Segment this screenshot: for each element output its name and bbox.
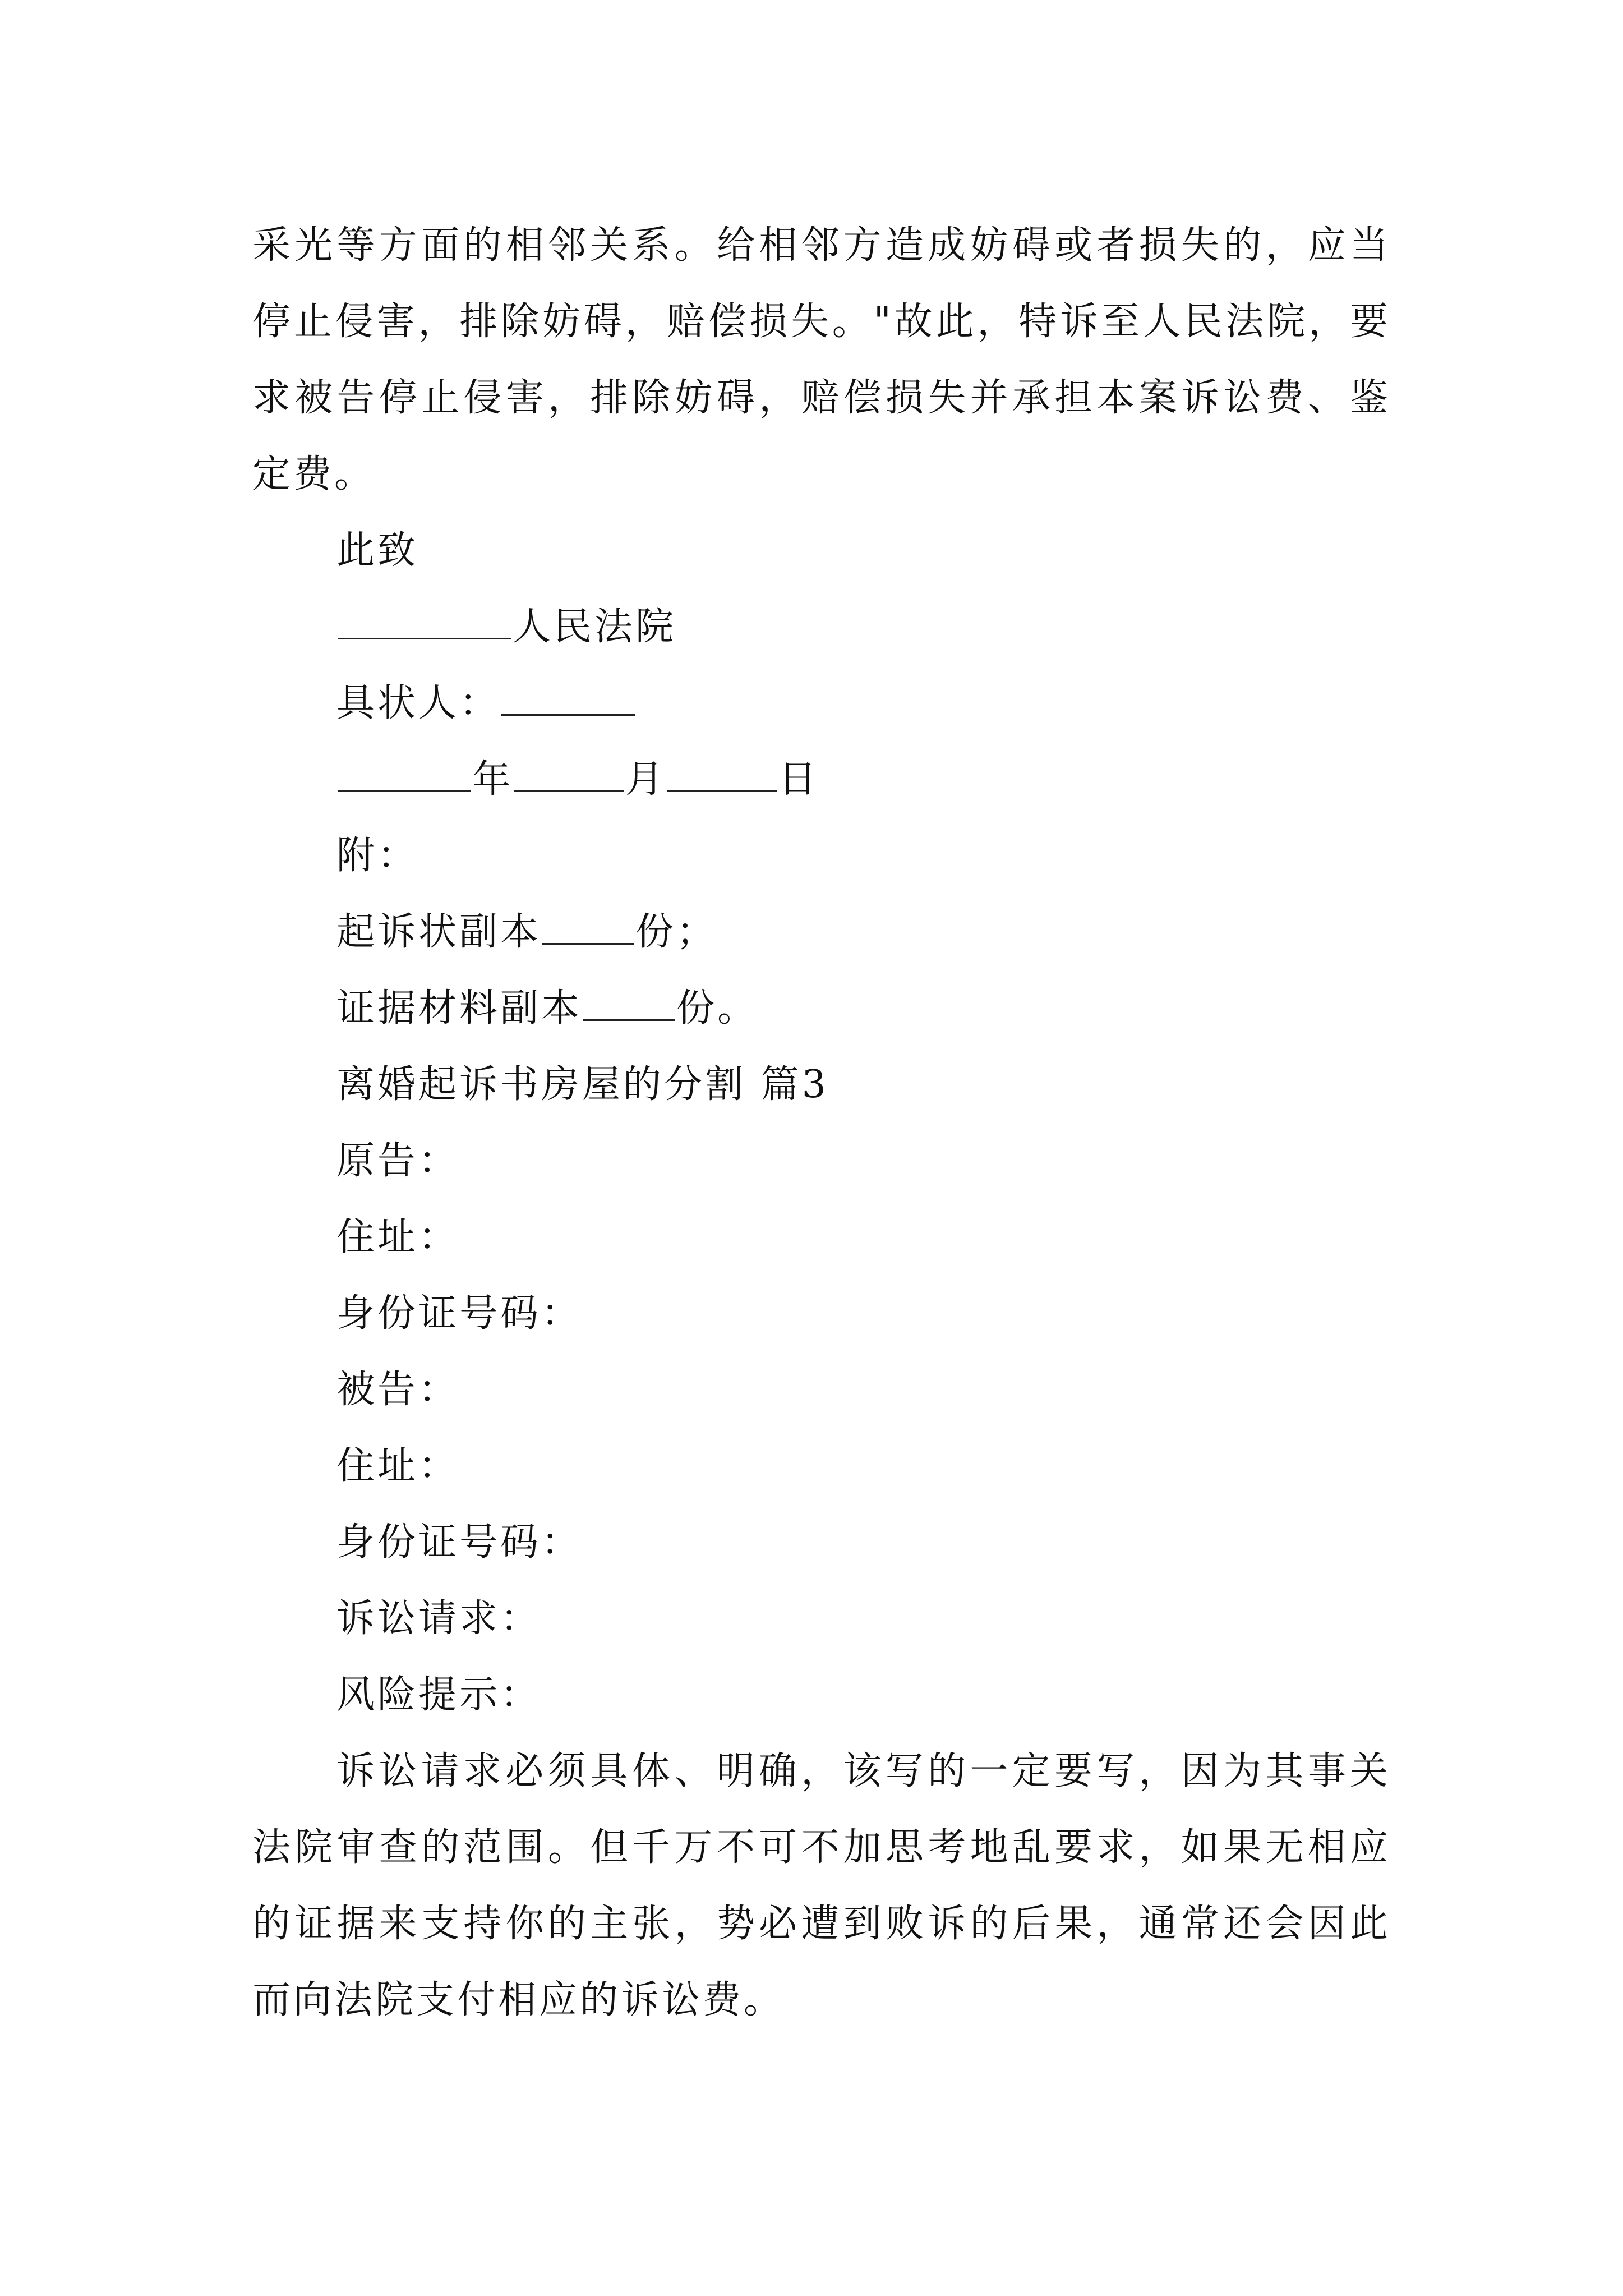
defendant-id-label: 身份证号码： [336,1520,583,1565]
document-body [252,208,1391,2039]
signature-line [252,665,1391,742]
defendant-label: 被告： [336,1368,460,1412]
salutation: 此致 [336,528,419,573]
year-blank [338,758,471,792]
risk-paragraph: 诉讼请求必须具体、明确，该写的一定要写，因为其事关法院审查的范围。但千万不可不加思考地乱要求，如果无相应的证据来支持你的主张，势必遭到败诉的后果，通常还会因此而向法院支付相应的诉讼费。 [252,1749,1391,2022]
month-blank [514,758,624,792]
month-label: 月 [625,757,667,802]
section-title: 离婚起诉书房屋的分割 篇3 [336,1062,829,1107]
court-line [252,589,1391,665]
closing-paragraph: 采光等方面的相邻关系。给相邻方造成妨碍或者损失的，应当停止侵害，排除妨碍，赔偿损失。"故此，特诉至人民法院，要求被告停止侵害，排除妨碍，赔偿损失并承担本案诉讼费、鉴定费。 [252,223,1391,496]
plaintiff-label: 原告： [336,1139,460,1183]
signature-label: 具状人： [336,681,501,725]
signature-blank [501,682,635,716]
year-label: 年 [472,757,514,802]
attachment-2-suffix: 份。 [676,986,759,1030]
court-name-blank [338,605,511,639]
attachment-item-2 [252,970,1391,1047]
attachment-1-suffix: 份； [635,910,718,954]
day-label: 日 [778,757,820,802]
court-suffix: 人民法院 [513,605,677,649]
risk-label: 风险提示： [336,1673,542,1717]
plaintiff-address-label: 住址： [336,1215,460,1259]
attachment-label: 附： [336,834,419,878]
attachment-item-1 [252,894,1391,970]
attachment-1-blank [542,910,634,945]
defendant-address-label: 住址： [336,1444,460,1488]
plaintiff-id-label: 身份证号码： [336,1291,583,1336]
date-line [252,742,1391,818]
attachment-1-prefix: 起诉状副本 [336,910,542,954]
attachment-2-blank [583,987,675,1021]
claims-label: 诉讼请求： [336,1596,542,1641]
day-blank [667,758,777,792]
attachment-2-prefix: 证据材料副本 [336,986,583,1030]
